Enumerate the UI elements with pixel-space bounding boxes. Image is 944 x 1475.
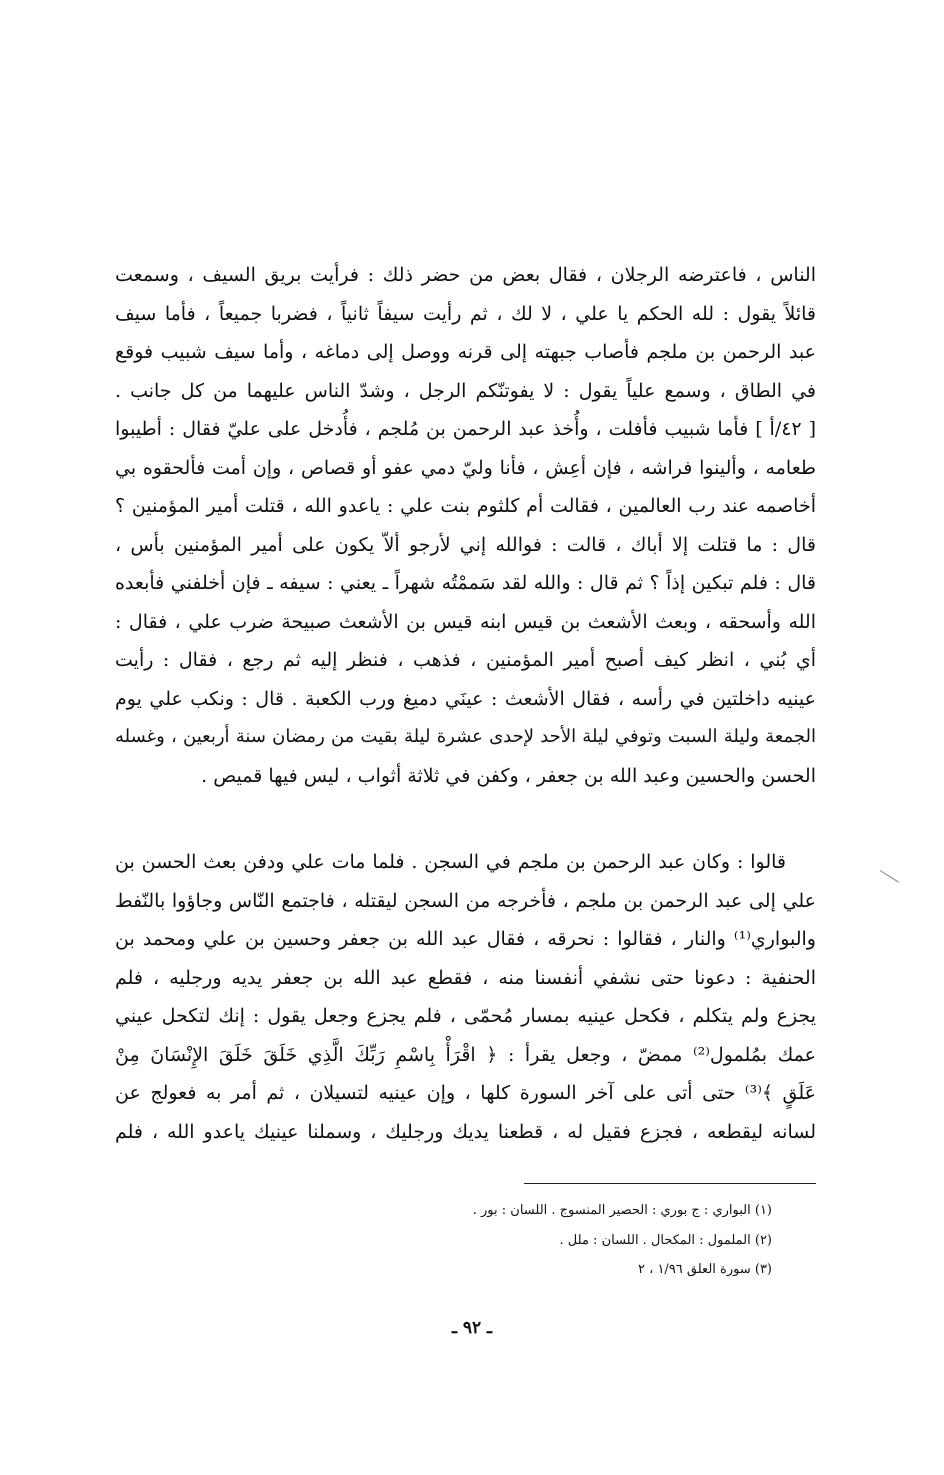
text-line: الحسن والحسين وعبد الله بن جعفر ، وكفن في ثلاثة أثواب ، ليس فيها قميص .: [201, 764, 816, 787]
margin-mark: [880, 870, 899, 883]
text-line: علي إلى عبد الرحمن بن ملجم ، فأخرجه من السجن ليقتله ، فاجتمع النّاس وجاؤوا بالنّفط: [115, 889, 817, 912]
text-line: الحنفية : دعونا حتى نشفي أنفسنا منه ، فقطع عبد الله بن جعفر يديه ورجليه ، فلم: [115, 966, 816, 989]
footnote-1: (١) البواري : ج بوري : الحصير المنسوج . اللسان : بور .: [472, 1203, 772, 1218]
text-line: لسانه ليقطعه ، فجزع فقيل له ، قطعنا يديك ورجليك ، وسملنا عينيك ياعدو الله ، فلم: [115, 1120, 816, 1143]
text-line: عَلَقٍ ﴾⁽³⁾ حتى أتى على آخر السورة كلها ، وإن عينيه لتسيلان ، ثم أمر به فعولج عن: [115, 1082, 816, 1104]
text-line: والبواري⁽¹⁾ والنار ، فقالوا : نحرقه ، فقال عبد الله بن جعفر وحسين بن علي ومحمد بن: [115, 928, 816, 950]
text-line: يجزع ولم يتكلم ، فكحل عينيه بمسار مُحمّى ، فلم يجزع وجعل يقول : إنك لتكحل عيني: [115, 1005, 816, 1027]
text-line: عمك بمُلمول⁽²⁾ ممضّ ، وجعل يقرأ : ﴿ اقْرَأْ بِاسْمِ رَبِّكَ الَّذِي خَلَقَ خَلَقَ الإِنْسَانَ مِنْ: [115, 1043, 816, 1066]
text-line: عبد الرحمن بن ملجم فأصاب جبهته إلى قرنه ووصل إلى دماغه ، وأما سيف شبيب فوقع: [115, 341, 816, 363]
main-paragraph-2: [115, 843, 816, 1151]
text-line: قائلاً يقول : لله الحكم يا علي ، لا لك ، ثم رأيت سيفاً ثانياً ، فضربا جميعاً ، فأما سيف: [115, 302, 816, 325]
text-line: قالوا : وكان عبد الرحمن بن ملجم في السجن . فلما مات علي ودفن بعث الحسن بن: [115, 851, 786, 873]
footnote-2: (٢) الملمول : المكحال . اللسان : ملل .: [559, 1232, 772, 1248]
text-line: عينيه داخلتين في رأسه ، فقال الأشعث : عينَي دميغ ورب الكعبة . قال : ونكب علي يوم: [115, 687, 816, 710]
text-line: الناس ، فاعترضه الرجلان ، فقال بعض من حضر ذلك : فرأيت بريق السيف ، وسمعت: [115, 264, 816, 286]
text-line: أي بُني ، انظر كيف أصبح أمير المؤمنين ، فذهب ، فنظر إليه ثم رجع ، فقال : رأيت: [115, 649, 816, 671]
page-number: ـ ٩٢ ـ: [451, 1318, 493, 1338]
text-line: [ ٤٢/أ ] فأما شبيب فأفلت ، وأُخذ عبد الرحمن بن مُلجم ، فأُدخل على عليّ فقال : أطيبوا: [115, 418, 816, 440]
footnote-divider: [524, 1183, 816, 1184]
text-line: قال : فلم تبكين إذاً ؟ ثم قال : والله لقد سَممْتُه شهراً ـ يعني : سيفه ـ فإن أخلفني فأبعده: [115, 572, 816, 594]
footnote-3: (٣) سورة العلق ١/٩٦ ، ٢: [638, 1262, 772, 1277]
text-line: الله وأسحقه ، وبعث الأشعث بن قيس ابنه قيس بن الأشعث صبيحة ضرب علي ، فقال :: [115, 610, 816, 633]
text-line: قال : ما قتلت إلا أباك ، قالت : فوالله إني لأرجو ألاّ يكون على أمير المؤمنين بأس ،: [115, 533, 816, 556]
text-line: الجمعة وليلة السبت وتوفي ليلة الأحد لإحدى عشرة ليلة بقيت من رمضان سنة أربعين ، وغسله: [115, 726, 816, 747]
main-paragraph-1: [115, 256, 816, 795]
footnotes: [300, 1196, 772, 1285]
text-line: في الطاق ، وسمع علياً يقول : لا يفوتنّكم الرجل ، وشدّ الناس عليهما من كل جانب .: [115, 379, 816, 402]
text-line: طعامه ، وألينوا فراشه ، فإن أعِش ، فأنا وليّ دمي عفو أو قصاص ، وإن أمت فألحقوه بي: [115, 456, 816, 479]
text-line: أخاصمه عند رب العالمين ، فقالت أم كلثوم بنت علي : ياعدو الله ، قتلت أمير المؤمنين ؟: [115, 495, 816, 517]
